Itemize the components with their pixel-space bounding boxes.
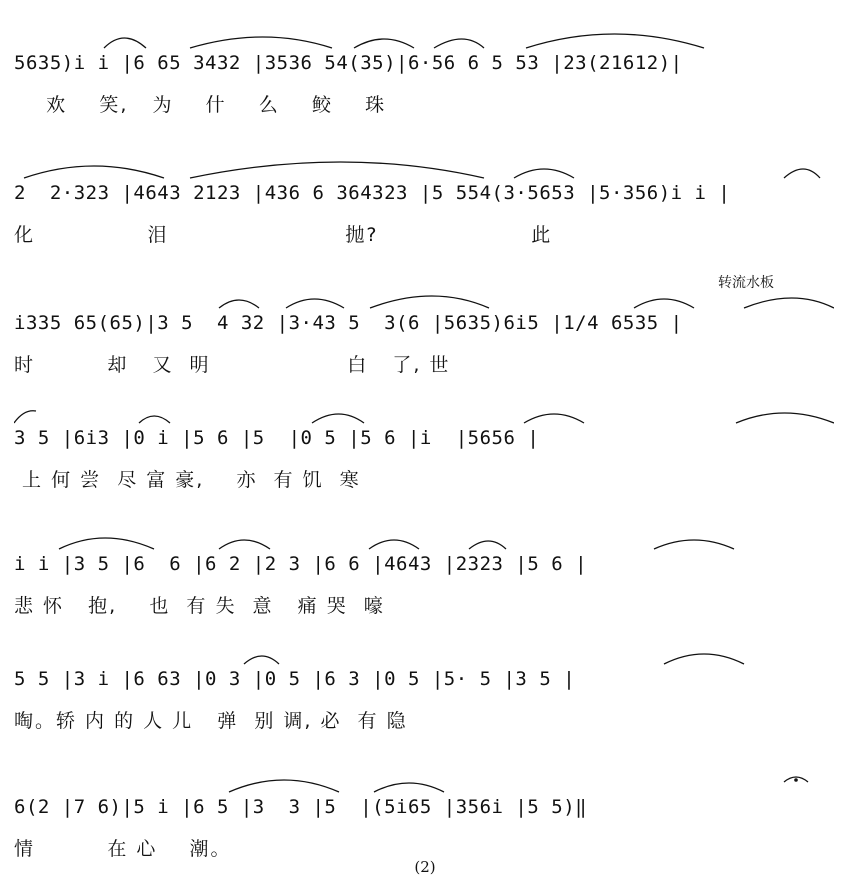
lyric-line: 情 在 心 潮。	[14, 838, 232, 860]
score-system-3	[14, 275, 834, 406]
notation-line: 3 5 |6i3 |0 i |5 6 |5 |0 5 |5 6 |i |5656 |	[14, 427, 540, 449]
score-system-1	[14, 46, 834, 146]
notation-line: i i |3 5 |6 6 |6 2 |2 3 |6 6 |4643 |2323 |5 6 |	[14, 553, 588, 575]
score-system-6	[14, 662, 834, 762]
notation-line: 5 5 |3 i |6 63 |0 3 |0 5 |6 3 |0 5 |5· 5 |3 5 |	[14, 668, 576, 690]
notation-line: 2 2·323 |4643 2123 |436 6 364323 |5 554(3·5653 |5·356)i i |	[14, 182, 731, 204]
notation-line: 6(2 |7 6)|5 i |6 5 |3 3 |5 |(5i65 |356i |5 5)‖	[14, 796, 588, 818]
lyric-line: 上 何 尝 尽 富 豪, 亦 有 饥 寒	[14, 469, 361, 491]
notation-line: 5635)i i |6 65 3432 |3536 54(35)|6·56 6 5 53 |23(21612)|	[14, 52, 683, 74]
lyric-line: 啕。轿 内 的 人 儿 弹 别 调, 必 有 隐	[14, 710, 408, 732]
notation-line: i335 65(65)|3 5 4 32 |3·43 5 3(6 |5635)6i5 |1/4 6535 |	[14, 312, 683, 334]
score-system-2	[14, 176, 834, 276]
lyric-line: 欢 笑, 为 什 么 鲛 珠	[14, 94, 387, 116]
score-system-4	[14, 421, 834, 521]
lyric-line: 化 泪 抛? 此	[14, 224, 553, 246]
lyric-line: 悲 怀 抱, 也 有 失 意 痛 哭 嚎	[14, 595, 385, 617]
score-system-5	[14, 547, 834, 647]
lyric-line: 时 却 又 明 白 了, 世	[14, 354, 451, 376]
tempo-marking: 转流水板	[718, 275, 774, 291]
page-number: (2)	[414, 858, 436, 876]
